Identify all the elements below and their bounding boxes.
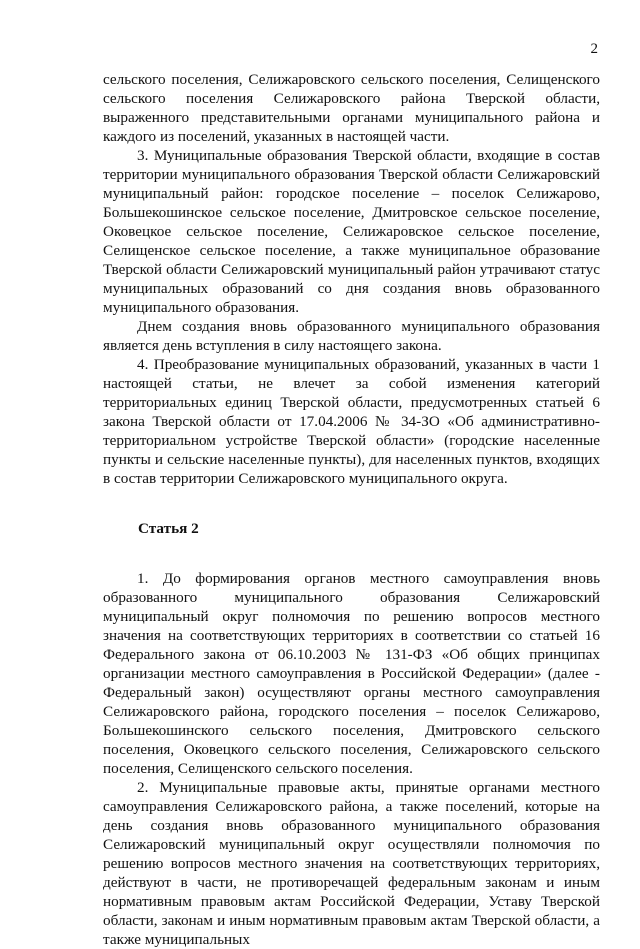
paragraph: 4. Преобразование муниципальных образований, указанных в части 1 настоящей статьи, не влечет за собой изменения категорий территориальных единиц Тверской области, предусмотренных статьей 6 закона Тверской области от 17.04.2006 № 34-ЗО «Об административно-территориальном устройстве Тверской области» (городские населенные пункты и сельские населенные пункты), для населенных пунктов, входящих в состав территории Селижаровского муниципального округа. [103, 356, 600, 487]
paragraph: сельского поселения, Селижаровского сельского поселения, Селищенского сельского поселения Селижаровского района Тверской области, выраженного представительными органами муниципального района и каждого из поселений, указанных в настоящей части. [103, 71, 600, 145]
paragraph: 1. До формирования органов местного самоуправления вновь образованного муниципального образования Селижаровский муниципальный округ полномочия по решению вопросов местного значения на соответствующих территориях в соответствии со статьей 16 Федерального закона от 06.10.2003 № 131-ФЗ «Об общих принципах организации местного самоуправления в Российской Федерации» (далее - Федеральный закон) осуществляют органы местного самоуправления Селижаровского района, городского поселения – поселок Селижарово, Большекошинского сельского поселения, Дмитровского сельского поселения, Оковецкого сельского поселения, Селижаровского сельского поселения, Селищенского сельского поселения. [103, 570, 600, 777]
page-number: 2 [590, 41, 598, 57]
article-heading: Статья 2 [138, 520, 199, 537]
document-body [103, 70, 600, 949]
paragraph: 3. Муниципальные образования Тверской области, входящие в состав территории муниципального образования Тверской области Селижаровский муниципальный район: городское поселение – поселок Селижарово, Большекошинское сельское поселение, Дмитровское сельское поселение, Оковецкое сельское поселение, Селижаровское сельское поселение, Селищенское сельское поселение, а также муниципальное образование Тверской области Селижаровский муниципальный район утрачивают статус муниципальных образований со дня создания вновь образованного муниципального образования. [103, 147, 600, 316]
paragraph: Днем создания вновь образованного муниципального образования является день вступления в силу настоящего закона. [103, 318, 600, 354]
paragraph: 2. Муниципальные правовые акты, принятые органами местного самоуправления Селижаровского района, а также поселений, которые на день создания вновь образованного муниципального образования Селижаровский муниципальный округ осуществляли полномочия по решению вопросов местного значения на соответствующих территориях, действуют в части, не противоречащей федеральным законам и иным нормативным правовым актам Российской Федерации, Уставу Тверской области, законам и иным нормативным правовым актам Тверской области, а также муниципальных [103, 779, 600, 948]
